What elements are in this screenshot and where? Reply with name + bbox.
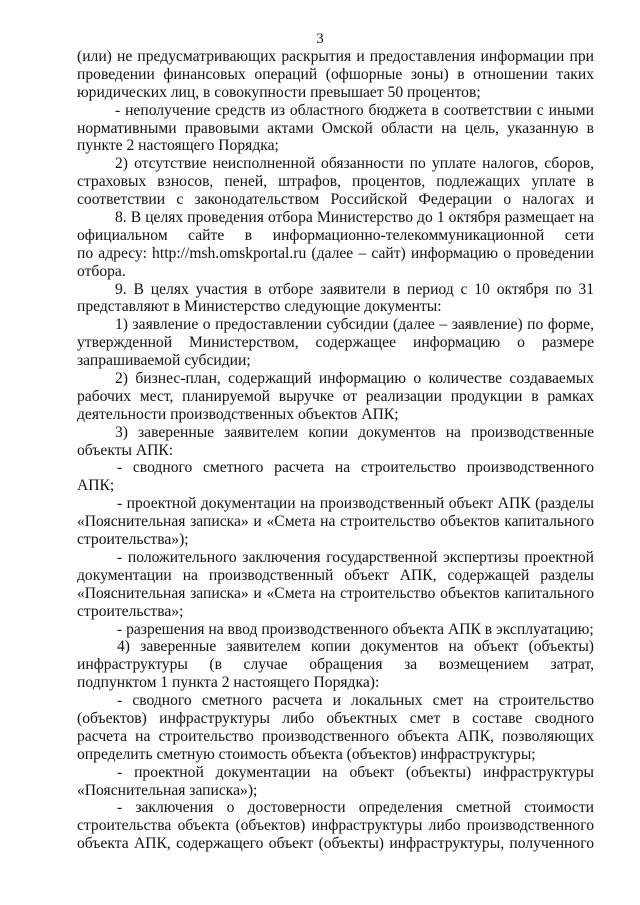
text-line: расчета на строительство производственного объекта АПК, позволяющих <box>77 727 594 745</box>
text-line: пункте 2 настоящего Порядка; <box>77 137 279 155</box>
text-line: (объектов) инфраструктуры либо объектных смет в составе сводного <box>77 709 594 727</box>
text-line: - проектной документации на объект (объекты) инфраструктуры <box>117 763 594 781</box>
text-line: «Пояснительная записка» и «Смета на строительство объектов капитального <box>77 513 594 531</box>
text-line: деятельности производственных объектов АПК; <box>77 405 399 423</box>
document-body <box>77 48 594 853</box>
text-line: строительства»); <box>77 531 189 549</box>
text-line: 9. В целях участия в отборе заявители в период с 10 октября по 31 <box>115 280 594 298</box>
text-line: строительства»; <box>77 602 184 620</box>
text-line: 3) заверенные заявителем копии документов на производственные <box>115 423 594 441</box>
text-line: - заключения о достоверности определения сметной стоимости <box>117 799 594 817</box>
text-line: объекта АПК, содержащего объект (объекты) инфраструктуры, полученного <box>77 835 594 853</box>
text-line: объекты АПК: <box>77 441 174 459</box>
text-line: 8. В целях проведения отбора Министерство до 1 октября размещает на <box>115 209 594 227</box>
text-line: соответствии с законодательством Российской Федерации о налогах и <box>77 191 594 209</box>
text-line: отбора. <box>77 262 126 280</box>
text-line: - проектной документации на производственный объект АПК (разделы <box>117 495 594 513</box>
text-line: документации на производственный объект АПК, содержащей разделы <box>77 566 594 584</box>
text-line: страховых взносов, пеней, штрафов, процентов, подлежащих уплате в <box>77 173 594 191</box>
text-line: рабочих мест, планируемой выручке от реализации продукции в рамках <box>77 387 594 405</box>
text-line: 2) бизнес-план, содержащий информацию о количестве создаваемых <box>115 370 594 388</box>
text-line: - неполучение средств из областного бюджета в соответствии с иными <box>115 101 594 119</box>
text-line: - разрешения на ввод производственного объекта АПК в эксплуатацию; <box>117 620 594 638</box>
text-line: инфраструктуры (в случае обращения за возмещением затрат, <box>77 656 594 674</box>
text-line: 2) отсутствие неисполненной обязанности по уплате налогов, сборов, <box>115 155 594 173</box>
text-line: «Пояснительная записка» и «Смета на строительство объектов капитального <box>77 584 594 602</box>
text-line: - сводного сметного расчета на строительство производственного <box>117 459 594 477</box>
text-line: юридических лиц, в совокупности превышает 50 процентов; <box>77 83 481 101</box>
text-line: - положительного заключения государственной экспертизы проектной <box>117 548 594 566</box>
text-line: официальном сайте в информационно-телекоммуникационной сети <box>77 226 594 244</box>
text-line: - сводного сметного расчета и локальных смет на строительство <box>117 692 594 710</box>
text-line: по адресу: http://msh.omskportal.ru (далее – сайт) информацию о проведении <box>77 244 594 262</box>
text-line: подпунктом 1 пункта 2 настоящего Порядка): <box>77 674 380 692</box>
text-line: нормативными правовыми актами Омской области на цель, указанную в <box>77 119 594 137</box>
text-line: представляют в Министерство следующие документы: <box>77 298 442 316</box>
text-line: строительства объекта (объектов) инфраструктуры либо производственного <box>77 817 594 835</box>
text-line: 1) заявление о предоставлении субсидии (далее – заявление) по форме, <box>115 316 594 334</box>
text-line: определить сметную стоимость объекта (объектов) инфраструктуры; <box>77 745 536 763</box>
text-line: запрашиваемой субсидии; <box>77 352 251 370</box>
text-line: АПК; <box>77 477 115 495</box>
text-line: утвержденной Министерством, содержащее информацию о размере <box>77 334 594 352</box>
text-line: (или) не предусматривающих раскрытия и предоставления информации при <box>77 48 594 65</box>
text-line: 4) заверенные заявителем копии документов на объект (объекты) <box>117 638 594 656</box>
text-line: «Пояснительная записка»); <box>77 781 258 799</box>
page-number: 3 <box>316 31 324 47</box>
text-line: проведении финансовых операций (офшорные зоны) в отношении таких <box>77 65 594 83</box>
